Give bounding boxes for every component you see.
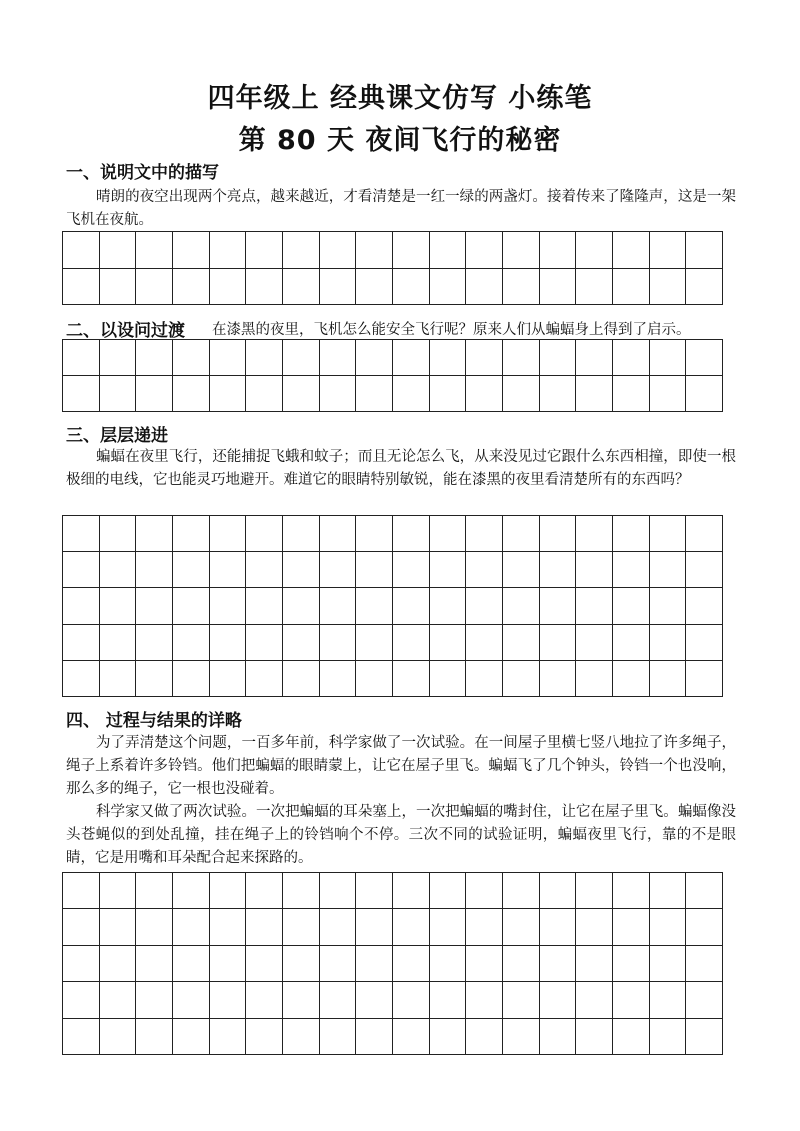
grid-cell[interactable] <box>320 873 357 909</box>
grid-cell[interactable] <box>136 1019 173 1055</box>
grid-cell[interactable] <box>686 873 723 909</box>
grid-cell[interactable] <box>173 909 210 945</box>
grid-cell[interactable] <box>63 552 100 588</box>
section-1-writing-grid <box>62 231 723 305</box>
grid-cell[interactable] <box>356 625 393 661</box>
page-subtitle: 第 80 天 夜间飞行的秘密 <box>238 125 562 156</box>
grid-cell[interactable] <box>503 376 540 412</box>
grid-cell[interactable] <box>356 269 393 306</box>
grid-cell[interactable] <box>173 516 210 552</box>
grid-cell[interactable] <box>246 588 283 624</box>
grid-cell[interactable] <box>466 340 503 376</box>
grid-cell[interactable] <box>210 516 247 552</box>
grid-cell[interactable] <box>283 982 320 1018</box>
grid-cell[interactable] <box>613 946 650 982</box>
grid-cell[interactable] <box>686 232 723 269</box>
grid-cell[interactable] <box>503 516 540 552</box>
grid-cell[interactable] <box>210 1019 247 1055</box>
grid-cell[interactable] <box>430 982 467 1018</box>
grid-cell[interactable] <box>466 661 503 697</box>
grid-cell[interactable] <box>136 376 173 412</box>
grid-cell[interactable] <box>613 982 650 1018</box>
grid-cell[interactable] <box>246 873 283 909</box>
grid-cell[interactable] <box>210 340 247 376</box>
grid-cell[interactable] <box>503 982 540 1018</box>
grid-cell[interactable] <box>283 376 320 412</box>
grid-cell[interactable] <box>63 625 100 661</box>
section-4-heading: 四、 过程与结果的详略 <box>66 711 242 731</box>
grid-cell[interactable] <box>576 909 613 945</box>
section-3-writing-grid <box>62 515 723 697</box>
grid-cell[interactable] <box>393 909 430 945</box>
grid-cell[interactable] <box>466 1019 503 1055</box>
grid-cell[interactable] <box>686 909 723 945</box>
grid-cell[interactable] <box>283 946 320 982</box>
grid-cell[interactable] <box>246 946 283 982</box>
grid-cell[interactable] <box>283 516 320 552</box>
grid-cell[interactable] <box>576 516 613 552</box>
grid-cell[interactable] <box>210 552 247 588</box>
grid-cell[interactable] <box>650 232 687 269</box>
grid-cell[interactable] <box>356 946 393 982</box>
grid-cell[interactable] <box>356 516 393 552</box>
grid-cell[interactable] <box>246 516 283 552</box>
grid-cell[interactable] <box>430 873 467 909</box>
grid-cell[interactable] <box>503 232 540 269</box>
grid-cell[interactable] <box>356 1019 393 1055</box>
grid-cell[interactable] <box>173 982 210 1018</box>
grid-cell[interactable] <box>283 625 320 661</box>
grid-cell[interactable] <box>173 340 210 376</box>
grid-cell[interactable] <box>540 982 577 1018</box>
grid-cell[interactable] <box>136 946 173 982</box>
grid-cell[interactable] <box>393 625 430 661</box>
grid-cell[interactable] <box>650 873 687 909</box>
grid-cell[interactable] <box>613 269 650 306</box>
grid-cell[interactable] <box>393 873 430 909</box>
grid-cell[interactable] <box>576 588 613 624</box>
grid-cell[interactable] <box>466 232 503 269</box>
grid-cell[interactable] <box>503 340 540 376</box>
grid-cell[interactable] <box>210 232 247 269</box>
grid-cell[interactable] <box>100 552 137 588</box>
grid-cell[interactable] <box>100 661 137 697</box>
grid-cell[interactable] <box>650 1019 687 1055</box>
grid-cell[interactable] <box>356 982 393 1018</box>
grid-cell[interactable] <box>173 873 210 909</box>
grid-cell[interactable] <box>650 625 687 661</box>
grid-cell[interactable] <box>430 1019 467 1055</box>
grid-cell[interactable] <box>503 946 540 982</box>
grid-cell[interactable] <box>430 661 467 697</box>
grid-cell[interactable] <box>100 946 137 982</box>
grid-cell[interactable] <box>466 516 503 552</box>
grid-cell[interactable] <box>650 340 687 376</box>
grid-cell[interactable] <box>63 982 100 1018</box>
grid-cell[interactable] <box>613 340 650 376</box>
grid-cell[interactable] <box>173 1019 210 1055</box>
grid-cell[interactable] <box>393 982 430 1018</box>
section-1-heading: 一、说明文中的描写 <box>66 163 219 183</box>
grid-cell[interactable] <box>356 661 393 697</box>
grid-cell[interactable] <box>320 376 357 412</box>
grid-cell[interactable] <box>320 625 357 661</box>
grid-cell[interactable] <box>613 552 650 588</box>
grid-cell[interactable] <box>63 661 100 697</box>
grid-cell[interactable] <box>320 946 357 982</box>
grid-cell[interactable] <box>576 340 613 376</box>
grid-cell[interactable] <box>540 516 577 552</box>
grid-cell[interactable] <box>466 269 503 306</box>
grid-cell[interactable] <box>210 625 247 661</box>
grid-cell[interactable] <box>540 661 577 697</box>
grid-cell[interactable] <box>100 269 137 306</box>
section-3-paragraph: 蝙蝠在夜里飞行，还能捕捉飞蛾和蚊子；而且无论怎么飞，从来没见过它跟什么东西相撞，即使一根极细的电线，它也能灵巧地避开。难道它的眼睛特别敏锐，能在漆黑的夜里看清楚所有的东西吗？ <box>66 449 736 488</box>
grid-cell[interactable] <box>430 588 467 624</box>
grid-cell[interactable] <box>246 340 283 376</box>
grid-cell[interactable] <box>650 982 687 1018</box>
grid-cell[interactable] <box>650 909 687 945</box>
section-2-writing-grid <box>62 339 723 412</box>
grid-cell[interactable] <box>540 376 577 412</box>
grid-cell[interactable] <box>173 588 210 624</box>
grid-cell[interactable] <box>100 232 137 269</box>
grid-cell[interactable] <box>503 552 540 588</box>
grid-cell[interactable] <box>320 909 357 945</box>
grid-cell[interactable] <box>283 661 320 697</box>
grid-cell[interactable] <box>246 909 283 945</box>
grid-cell[interactable] <box>393 1019 430 1055</box>
grid-cell[interactable] <box>430 232 467 269</box>
grid-cell[interactable] <box>320 232 357 269</box>
grid-cell[interactable] <box>466 552 503 588</box>
grid-cell[interactable] <box>246 552 283 588</box>
grid-cell[interactable] <box>356 340 393 376</box>
grid-cell[interactable] <box>613 516 650 552</box>
grid-cell[interactable] <box>650 946 687 982</box>
grid-cell[interactable] <box>430 269 467 306</box>
section-4-paragraph-2: 科学家又做了两次试验。一次把蝙蝠的耳朵塞上，一次把蝙蝠的嘴封住，让它在屋子里飞。蝙蝠像没头苍蝇似的到处乱撞，挂在绳子上的铃铛响个不停。三次不同的试验证明，蝙蝠夜里飞行，靠的不是眼睛，它是用嘴和耳朵配合起来探路的。 <box>66 804 736 866</box>
grid-cell[interactable] <box>540 909 577 945</box>
grid-cell[interactable] <box>356 232 393 269</box>
grid-cell[interactable] <box>466 873 503 909</box>
grid-cell[interactable] <box>393 376 430 412</box>
grid-cell[interactable] <box>136 661 173 697</box>
grid-cell[interactable] <box>650 269 687 306</box>
grid-cell[interactable] <box>136 588 173 624</box>
grid-cell[interactable] <box>466 982 503 1018</box>
grid-cell[interactable] <box>613 232 650 269</box>
grid-cell[interactable] <box>320 1019 357 1055</box>
grid-cell[interactable] <box>393 269 430 306</box>
grid-cell[interactable] <box>540 552 577 588</box>
grid-cell[interactable] <box>650 376 687 412</box>
grid-cell[interactable] <box>63 516 100 552</box>
grid-cell[interactable] <box>393 552 430 588</box>
grid-cell[interactable] <box>613 909 650 945</box>
grid-cell[interactable] <box>246 269 283 306</box>
grid-cell[interactable] <box>100 516 137 552</box>
grid-cell[interactable] <box>356 873 393 909</box>
grid-cell[interactable] <box>136 873 173 909</box>
grid-cell[interactable] <box>430 340 467 376</box>
grid-cell[interactable] <box>100 588 137 624</box>
grid-cell[interactable] <box>320 340 357 376</box>
grid-cell[interactable] <box>136 909 173 945</box>
grid-cell[interactable] <box>466 588 503 624</box>
grid-cell[interactable] <box>283 588 320 624</box>
grid-cell[interactable] <box>283 909 320 945</box>
grid-cell[interactable] <box>686 661 723 697</box>
grid-cell[interactable] <box>466 909 503 945</box>
grid-cell[interactable] <box>686 516 723 552</box>
grid-cell[interactable] <box>63 340 100 376</box>
grid-cell[interactable] <box>576 376 613 412</box>
grid-cell[interactable] <box>210 661 247 697</box>
grid-cell[interactable] <box>283 873 320 909</box>
grid-cell[interactable] <box>466 946 503 982</box>
grid-cell[interactable] <box>136 340 173 376</box>
grid-cell[interactable] <box>173 269 210 306</box>
grid-cell[interactable] <box>503 873 540 909</box>
grid-cell[interactable] <box>100 909 137 945</box>
grid-cell[interactable] <box>173 376 210 412</box>
grid-cell[interactable] <box>100 873 137 909</box>
grid-cell[interactable] <box>503 909 540 945</box>
grid-cell[interactable] <box>576 982 613 1018</box>
grid-cell[interactable] <box>283 269 320 306</box>
grid-cell[interactable] <box>210 376 247 412</box>
grid-cell[interactable] <box>613 588 650 624</box>
section-4-paragraph-1: 为了弄清楚这个问题，一百多年前，科学家做了一次试验。在一间屋子里横七竖八地拉了许多绳子，绳子上系着许多铃铛。他们把蝙蝠的眼睛蒙上，让它在屋子里飞。蝙蝠飞了几个钟头，铃铛一个也没响，那么多的绳子，它一根也没碰着。 <box>66 735 736 797</box>
grid-cell[interactable] <box>320 661 357 697</box>
grid-cell[interactable] <box>393 340 430 376</box>
grid-cell[interactable] <box>613 625 650 661</box>
grid-cell[interactable] <box>650 552 687 588</box>
section-4-writing-grid <box>62 872 723 1055</box>
grid-cell[interactable] <box>540 588 577 624</box>
grid-cell[interactable] <box>686 340 723 376</box>
grid-cell[interactable] <box>540 946 577 982</box>
grid-cell[interactable] <box>136 516 173 552</box>
grid-cell[interactable] <box>393 232 430 269</box>
grid-cell[interactable] <box>320 588 357 624</box>
grid-cell[interactable] <box>283 340 320 376</box>
grid-cell[interactable] <box>430 909 467 945</box>
grid-cell[interactable] <box>63 269 100 306</box>
grid-cell[interactable] <box>100 625 137 661</box>
grid-cell[interactable] <box>63 873 100 909</box>
grid-cell[interactable] <box>613 873 650 909</box>
grid-cell[interactable] <box>173 661 210 697</box>
grid-cell[interactable] <box>613 661 650 697</box>
grid-cell[interactable] <box>650 588 687 624</box>
grid-cell[interactable] <box>576 625 613 661</box>
grid-cell[interactable] <box>63 588 100 624</box>
grid-cell[interactable] <box>576 946 613 982</box>
grid-cell[interactable] <box>173 552 210 588</box>
grid-cell[interactable] <box>613 376 650 412</box>
grid-cell[interactable] <box>356 909 393 945</box>
grid-cell[interactable] <box>246 376 283 412</box>
grid-cell[interactable] <box>283 232 320 269</box>
grid-cell[interactable] <box>503 625 540 661</box>
grid-cell[interactable] <box>210 588 247 624</box>
grid-cell[interactable] <box>503 1019 540 1055</box>
grid-cell[interactable] <box>686 269 723 306</box>
grid-cell[interactable] <box>320 552 357 588</box>
grid-cell[interactable] <box>63 909 100 945</box>
grid-cell[interactable] <box>173 625 210 661</box>
grid-cell[interactable] <box>210 946 247 982</box>
grid-cell[interactable] <box>430 625 467 661</box>
grid-cell[interactable] <box>393 661 430 697</box>
grid-cell[interactable] <box>173 232 210 269</box>
grid-cell[interactable] <box>320 269 357 306</box>
grid-cell[interactable] <box>246 625 283 661</box>
grid-cell[interactable] <box>686 625 723 661</box>
grid-cell[interactable] <box>210 982 247 1018</box>
section-1-paragraph: 晴朗的夜空出现两个亮点，越来越近，才看清楚是一红一绿的两盏灯。接着传来了隆隆声，这是一架飞机在夜航。 <box>66 189 736 228</box>
section-2-heading: 二、以设问过渡 <box>66 321 185 341</box>
grid-cell[interactable] <box>686 588 723 624</box>
grid-cell[interactable] <box>320 516 357 552</box>
grid-cell[interactable] <box>576 1019 613 1055</box>
grid-cell[interactable] <box>540 269 577 306</box>
grid-cell[interactable] <box>540 873 577 909</box>
grid-cell[interactable] <box>136 232 173 269</box>
grid-cell[interactable] <box>540 625 577 661</box>
grid-cell[interactable] <box>356 588 393 624</box>
grid-cell[interactable] <box>430 946 467 982</box>
grid-cell[interactable] <box>613 1019 650 1055</box>
grid-cell[interactable] <box>503 661 540 697</box>
grid-cell[interactable] <box>283 1019 320 1055</box>
grid-cell[interactable] <box>686 552 723 588</box>
grid-cell[interactable] <box>540 340 577 376</box>
grid-cell[interactable] <box>650 516 687 552</box>
grid-cell[interactable] <box>503 269 540 306</box>
grid-cell[interactable] <box>686 982 723 1018</box>
grid-cell[interactable] <box>393 588 430 624</box>
grid-cell[interactable] <box>136 982 173 1018</box>
grid-cell[interactable] <box>100 982 137 1018</box>
grid-cell[interactable] <box>686 1019 723 1055</box>
grid-cell[interactable] <box>466 625 503 661</box>
grid-cell[interactable] <box>576 552 613 588</box>
grid-cell[interactable] <box>63 376 100 412</box>
grid-cell[interactable] <box>100 376 137 412</box>
grid-cell[interactable] <box>100 1019 137 1055</box>
grid-cell[interactable] <box>210 909 247 945</box>
grid-cell[interactable] <box>210 873 247 909</box>
grid-cell[interactable] <box>356 376 393 412</box>
grid-cell[interactable] <box>320 982 357 1018</box>
grid-cell[interactable] <box>63 946 100 982</box>
grid-cell[interactable] <box>210 269 247 306</box>
grid-cell[interactable] <box>576 232 613 269</box>
grid-cell[interactable] <box>576 873 613 909</box>
grid-cell[interactable] <box>283 552 320 588</box>
grid-cell[interactable] <box>466 376 503 412</box>
grid-cell[interactable] <box>246 661 283 697</box>
grid-cell[interactable] <box>136 269 173 306</box>
grid-cell[interactable] <box>430 516 467 552</box>
grid-cell[interactable] <box>246 1019 283 1055</box>
grid-cell[interactable] <box>650 661 687 697</box>
grid-cell[interactable] <box>576 661 613 697</box>
grid-cell[interactable] <box>246 982 283 1018</box>
grid-cell[interactable] <box>356 552 393 588</box>
grid-cell[interactable] <box>540 232 577 269</box>
grid-cell[interactable] <box>136 625 173 661</box>
grid-cell[interactable] <box>136 552 173 588</box>
grid-cell[interactable] <box>430 552 467 588</box>
grid-cell[interactable] <box>430 376 467 412</box>
grid-cell[interactable] <box>246 232 283 269</box>
grid-cell[interactable] <box>686 376 723 412</box>
grid-cell[interactable] <box>393 516 430 552</box>
section-3-heading: 三、层层递进 <box>66 426 168 446</box>
grid-cell[interactable] <box>173 946 210 982</box>
grid-cell[interactable] <box>63 232 100 269</box>
grid-cell[interactable] <box>540 1019 577 1055</box>
grid-cell[interactable] <box>393 946 430 982</box>
grid-cell[interactable] <box>100 340 137 376</box>
grid-cell[interactable] <box>576 269 613 306</box>
grid-cell[interactable] <box>686 946 723 982</box>
grid-cell[interactable] <box>503 588 540 624</box>
page-title: 四年级上 经典课文仿写 小练笔 <box>207 83 593 114</box>
grid-cell[interactable] <box>63 1019 100 1055</box>
section-2-paragraph: 在漆黑的夜里，飞机怎么能安全飞行呢？原来人们从蝙蝠身上得到了启示。 <box>212 322 691 338</box>
